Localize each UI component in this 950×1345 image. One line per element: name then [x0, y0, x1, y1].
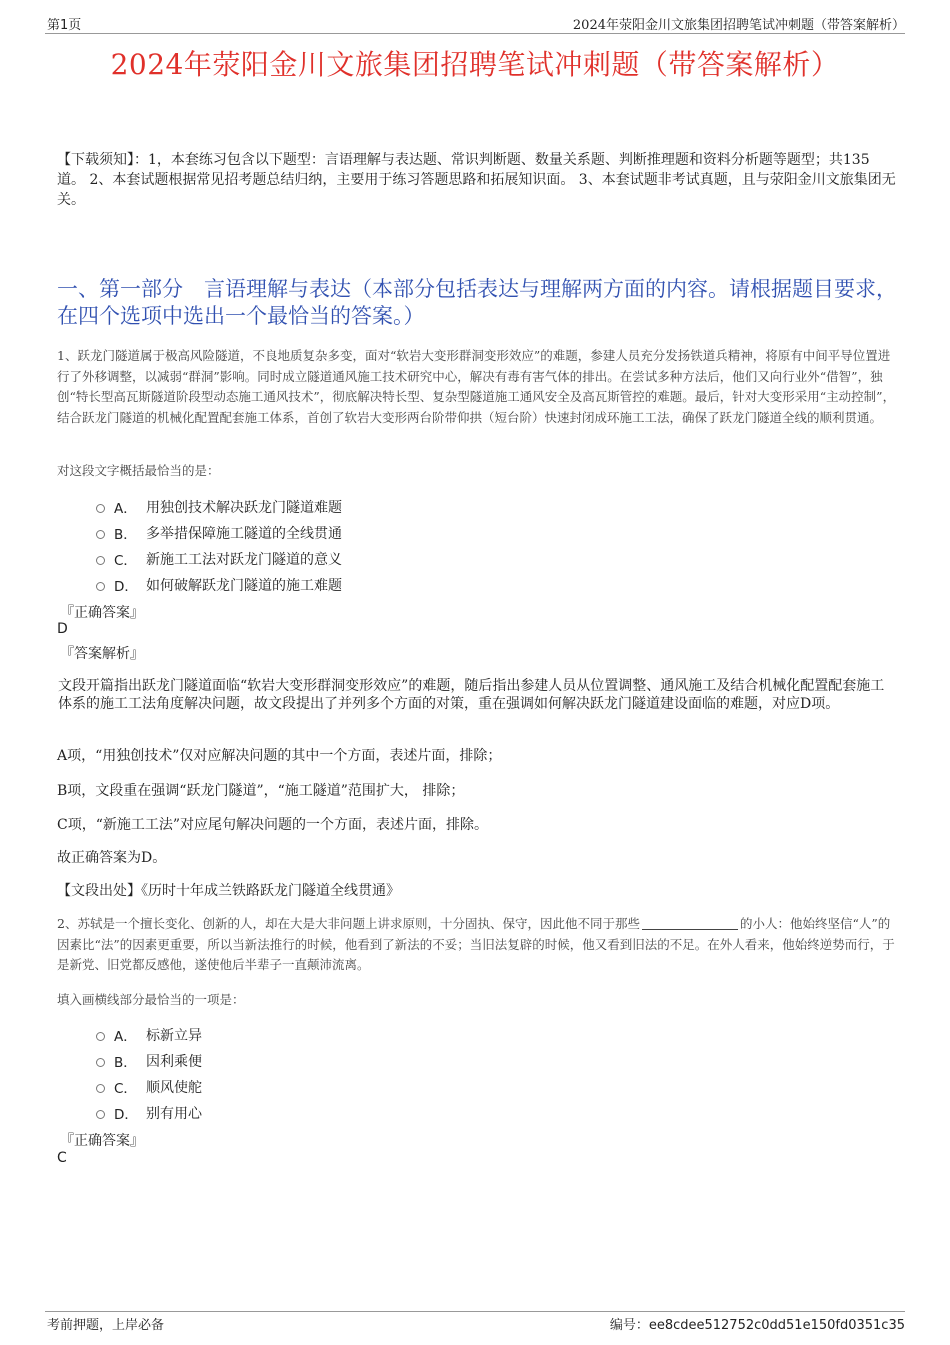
question-2-stem-before: 2、苏轼是一个擅长变化、创新的人，却在大是大非问题上讲求原则，十分固执、保守，因此他不同于那些: [57, 916, 640, 931]
option-text: 因利乘便: [146, 1054, 202, 1070]
question-2-stem: [57, 914, 900, 976]
question-1-analysis-c: C项，“新施工工法”对应尾句解决问题的一个方面，表述片面，排除。: [57, 817, 489, 833]
question-1-option-c[interactable]: [96, 549, 342, 569]
option-letter: D．: [114, 1107, 138, 1123]
question-1-source: 【文段出处】《历时十年成兰铁路跃龙门隧道全线贯通》: [57, 883, 400, 899]
question-1-analysis-label: 『答案解析』: [60, 646, 144, 662]
option-text: 标新立异: [146, 1028, 202, 1044]
option-letter: B．: [114, 527, 137, 543]
option-letter: D．: [114, 579, 138, 595]
radio-icon[interactable]: [96, 582, 105, 591]
radio-icon[interactable]: [96, 1084, 105, 1093]
footer-divider: [45, 1311, 905, 1312]
option-text: 顺风使舵: [146, 1080, 202, 1096]
page-number: 第1页: [47, 18, 82, 33]
header-divider: [45, 33, 905, 34]
footer-code-value: ee8cdee512752c0dd51e150fd0351c35: [648, 1318, 905, 1333]
option-letter: B．: [114, 1055, 137, 1071]
radio-icon[interactable]: [96, 1110, 105, 1119]
question-2-stem-after: 的小人：他始终坚信“人”的因素比“法”的因素更重要，所以当新法推行的时候，他看到了新法的不妥；当旧法复辟的时候，他又看到旧法的不足。在外人看来，他始终逆势而行，于是新党、旧党都反感他，遂使他后半辈子一直颠沛流离。: [57, 916, 895, 972]
question-1-conclusion: 故正确答案为D。: [57, 850, 167, 866]
option-letter: C．: [114, 1081, 137, 1097]
question-1-answer-label: 『正确答案』: [60, 605, 144, 621]
radio-icon[interactable]: [96, 556, 105, 565]
question-1-analysis-b: B项，文段重在强调“跃龙门隧道”，“施工隧道”范围扩大， 排除；: [57, 783, 465, 799]
question-2-answer: C: [57, 1150, 67, 1166]
question-1-option-a[interactable]: [96, 497, 342, 517]
footer-code: [610, 1314, 905, 1333]
radio-icon[interactable]: [96, 1032, 105, 1041]
question-1-answer: D: [57, 621, 68, 637]
option-letter: A．: [114, 1029, 137, 1045]
question-2-option-a[interactable]: [96, 1025, 202, 1045]
question-2-option-b[interactable]: [96, 1051, 202, 1071]
document-title: 2024年荥阳金川文旅集团招聘笔试冲刺题（带答案解析）: [110, 48, 840, 81]
footer-code-label: 编号：: [609, 1318, 649, 1333]
option-text: 用独创技术解决跃龙门隧道难题: [146, 500, 342, 516]
radio-icon[interactable]: [96, 1058, 105, 1067]
option-letter: A．: [114, 501, 137, 517]
option-text: 别有用心: [146, 1106, 202, 1122]
question-1-option-b[interactable]: [96, 523, 342, 543]
question-1-option-d[interactable]: [96, 575, 342, 595]
question-1-analysis-a: A项，“用独创技术”仅对应解决问题的其中一个方面，表述片面，排除；: [57, 748, 502, 764]
option-text: 新施工工法对跃龙门隧道的意义: [146, 552, 342, 568]
radio-icon[interactable]: [96, 530, 105, 539]
section-heading: 一、第一部分 言语理解与表达（本部分包括表达与理解两方面的内容。请根据题目要求，在四个选项中选出一个最恰当的答案。）: [57, 277, 897, 328]
option-text: 如何破解跃龙门隧道的施工难题: [146, 578, 342, 594]
question-2-option-c[interactable]: [96, 1077, 202, 1097]
question-2-option-d[interactable]: [96, 1103, 202, 1123]
option-text: 多举措保障施工隧道的全线贯通: [146, 526, 342, 542]
question-2-answer-label: 『正确答案』: [60, 1133, 144, 1149]
question-2-prompt: 填入画横线部分最恰当的一项是：: [57, 992, 245, 1007]
download-notice: 【下载须知】：1，本套练习包含以下题型：言语理解与表达题、常识判断题、数量关系题、判断推理题和资料分析题等题型；共135道。 2、本套试题根据常见招考题总结归纳，主要用于练习答题思路和拓展知识面。 3、本套试题非考试真题，且与荥阳金川文旅集团无关。: [57, 152, 896, 208]
question-1-analysis: 文段开篇指出跃龙门隧道面临“软岩大变形群洞变形效应”的难题，随后指出参建人员从位置调整、通风施工及结合机械化配置配套施工体系的施工工法角度解决问题，故文段提出了并列多个方面的对策，重在强调如何解决跃龙门隧道建设面临的难题，对应D项。: [58, 678, 885, 712]
question-1-stem: 1、跃龙门隧道属于极高风险隧道，不良地质复杂多变，面对“软岩大变形群洞变形效应”的难题，参建人员充分发扬铁道兵精神，将原有中间平导位置进行了外移调整，以减弱“群洞”影响。同时成立隧道通风施工技术研究中心，解决有毒有害气体的排出。在尝试多种方法后，他们又向行业外“借智”，独创“特长型高瓦斯隧道阶段型动态施工通风技术”，彻底解决特长型、复杂型隧道施工通风安全及高瓦斯管控的难题。最后，针对大变形采用“主动控制”，结合跃龙门隧道的机械化配置配套施工体系，首创了软岩大变形两台阶带仰拱（短台阶）快速封闭成环施工工法，确保了跃龙门隧道全线的顺利贯通。: [57, 348, 896, 425]
fill-in-blank: [642, 916, 738, 930]
radio-icon[interactable]: [96, 504, 105, 513]
footer-slogan: 考前押题，上岸必备: [47, 1318, 165, 1333]
question-1-prompt: 对这段文字概括最恰当的是：: [57, 463, 220, 478]
option-letter: C．: [114, 553, 137, 569]
header-doc-title: 2024年荥阳金川文旅集团招聘笔试冲刺题（带答案解析）: [572, 18, 905, 33]
